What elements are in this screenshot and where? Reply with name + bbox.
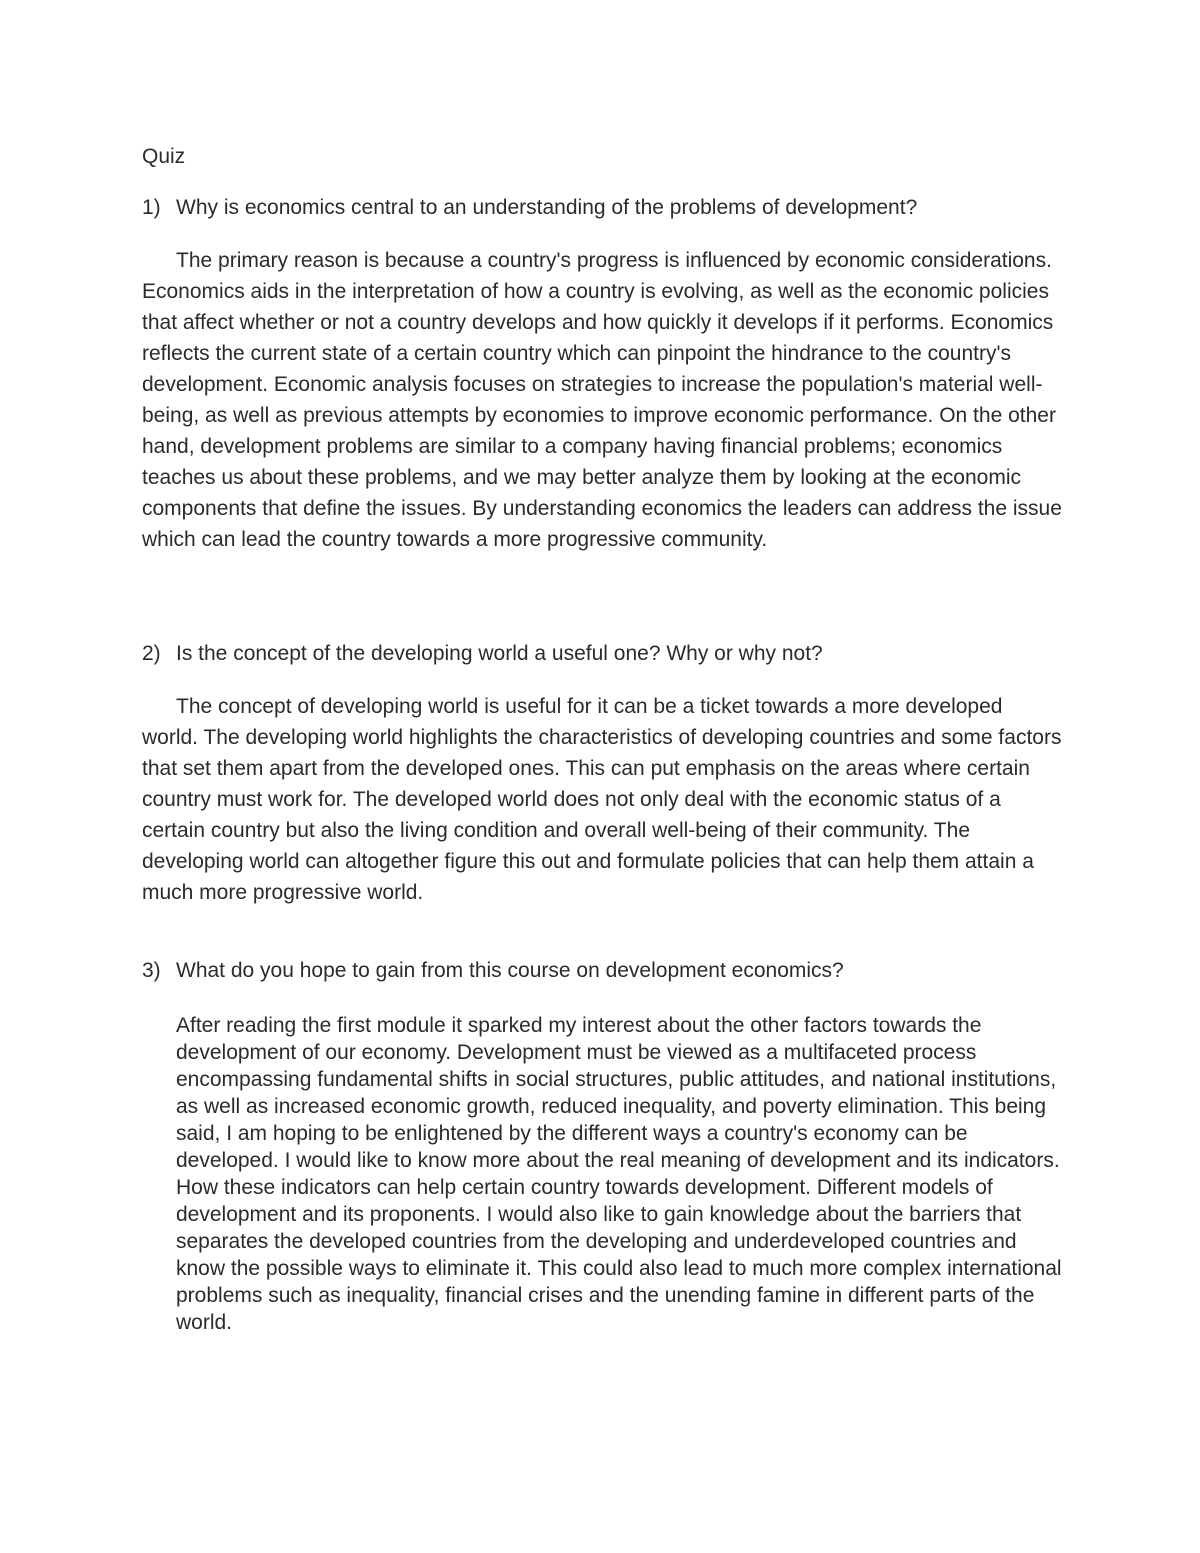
question-text: Is the concept of the developing world a useful one? Why or why not? — [176, 642, 823, 665]
question-text: What do you hope to gain from this course on development economics? — [176, 959, 844, 982]
question-number: 1) — [142, 196, 161, 219]
question-number: 3) — [142, 959, 161, 982]
answer-2: The concept of developing world is useful for it can be a ticket towards a more developed world. The developing world highlights the characteristics of developing countries and some factors that set them apart from the developed ones. This can put emphasis on the areas where certain country must work for. The developed world does not only deal with the economic status of a certain country but also the living condition and overall well-being of their community. The developing world can altogether figure this out and formulate policies that can help them attain a much more progressive world. — [142, 695, 1062, 904]
question-3 — [142, 957, 844, 985]
answer-1: The primary reason is because a country's progress is influenced by economic considerations. Economics aids in the interpretation of how a country is evolving, as well as the economic policies that affect whether or not a country develops and how quickly it develops if it performs. Economics reflects the current state of a certain country which can pinpoint the hindrance to the country's development. Economic analysis focuses on strategies to increase the population's material well-being, as well as previous attempts by economies to improve economic performance. On the other hand, development problems are similar to a company having financial problems; economics teaches us about these problems, and we may better analyze them by looking at the economic components that define the issues. By understanding economics the leaders can address the issue which can lead the country towards a more progressive community. — [142, 249, 1062, 551]
page-title: Quiz — [142, 145, 186, 168]
question-1 — [142, 194, 917, 222]
answer-3: After reading the first module it sparked my interest about the other factors towards the development of our economy. Development must be viewed as a multifaceted process encompassing fundamental shifts in social structures, public attitudes, and national institutions, as well as increased economic growth, reduced inequality, and poverty elimination. This being said, I am hoping to be enlightened by the different ways a country's economy can be developed. I would like to know more about the real meaning of development and its indicators. How these indicators can help certain country towards development. Different models of development and its proponents. I would also like to gain knowledge about the barriers that separates the developed countries from the developing and underdeveloped countries and know the possible ways to eliminate it. This could also lead to much more complex international problems such as inequality, financial crises and the unending famine in different parts of the world. — [176, 1014, 1062, 1334]
question-text: Why is economics central to an understanding of the problems of development? — [176, 196, 918, 219]
question-number: 2) — [142, 642, 161, 665]
question-2 — [142, 640, 823, 668]
